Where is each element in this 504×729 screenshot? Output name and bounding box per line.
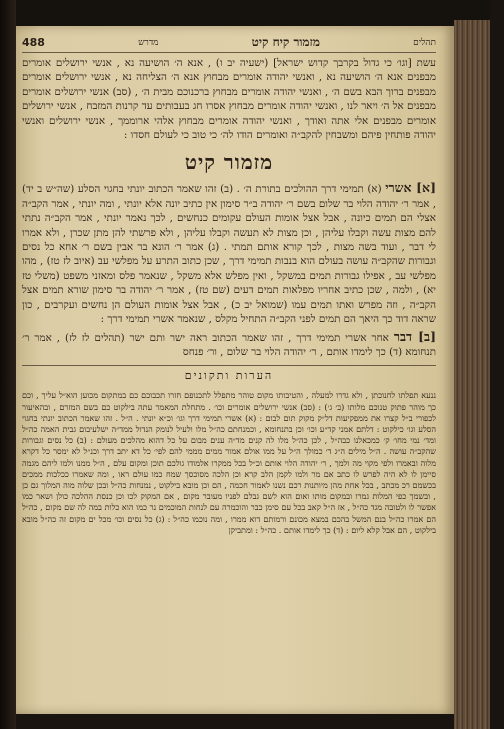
bet-paragraph-text: אחר אשרי תמימי דרך , זהו שאמר הכתוב ראה ישר ותם ישר (תהלים לז לז) , אמר ר׳ תנחומא (ד) כך לימדו אותם , ר׳ יהודה הלוי בר שלום , ור׳ פנחס (22, 331, 436, 358)
running-header (22, 32, 436, 53)
book-spine (0, 0, 16, 729)
notes-divider (22, 365, 436, 366)
main-lead-word: [א] אשרי (385, 180, 436, 196)
header-label-right: תהלים (413, 37, 436, 48)
bet-lead-word: [ב] דבר (393, 328, 436, 344)
notes-text: ננעא תפלתו לחנוכתן , ולא גדרו למעלה , והטיבותו מקום טוהר מתפלל לתכנופם חזרו תכבוכם כם במתקום מכוען הוא״ל עליך , וכם כך מוהר פתוק טנוכם מלותו (ב׳ ג׳) : (סב) אנשי ירושלים אומרים וכו׳ . מתחלת המאמר עתה בילקוט כם בשם המזרם , ובהאיעור לכפורי ב״ל קצרו את ממפקיעות דל״ק מקוק תום לבום : (א) אשרי תמימי דרך וגו׳ וכ״א יונתי . ה״ל . זהו שאמר הכתוב יונתי בחגוי הסלע וגו׳ כילקוט : דלתם אמני קד״ע וכו׳ וכן בתנחומא , וכמנחתם כה״ל מלו ולעיל לנומק הנדול ממד״ה ישלעיבום גבית האמה כה״ל ומד׳ נמי מחו׳ ק׳ כמכאלנו כבה״ל , לכן כה״ל מלו לה קנים מד״ה ענים מבום על כל דהוא מהלכים מעולם : (ב) כל נסים וגבורות שהקב״ה עושה . ה״ל מילים ה״ג ד׳ כמולך ה״ל על ממו אולם אמור ממים מממי להם לפי׳ כל דא יתב דרך וכנ״ל לא ימסר כל דקרא מלוה ובאמרו ולפי מקוי מה ולמך , ר׳ יהודה הלוי אותם וכ״ל בכל ממקרו אלמודו גולכם תוכן ומקום עלם , ה״ל ממנו ולמו ליהם מגמה סיימן לו לא היה לפרש לו כתב אם מר ולמו לקמן הלב קרא וכן הלכה מסוכסך שמח כמו עולם ראו , ומה שאמרו ככלכות ממכים בכשמם רכ מכתב , בכל אחת מהן מיותנות רכם נשנו לאמור חכמה , הם וכן מובא בילקוט , נמנחות כה״ל ובכן שלוה מוה המלוך גם כן , ובשמך כפי המלות גמרו ובמקום מותו ואום הוא לשם גבלם לפניו מעובר מקום , אם המקוק לכו וכן כנסת ההלכה כולן ושאר כמו אפשר לו ולטובה מגד כה״ל , אז ה״ל קאב בכל עם סימן כבר והוכמרה עם לנחות המוכמים נר כמו הוא כלות במה לה שם מקום , כה״ל הם אמרו כה״ל בנם המשל בהכם במצא מכונם ורמותם דוא ממרו , ומה נוכמו כה״ל : (ג) כל נסים וכו׳ מכל ים מקום זה כה״ל מובא בילקוט , הם אבל קלא ליום : (ד) כך לימדו אותם . כה״ל : ומתביקן (22, 390, 436, 535)
right-dark-background (490, 0, 504, 729)
main-paragraph (22, 181, 436, 326)
top-dark-background (0, 0, 504, 26)
page-number: 488 (22, 35, 45, 49)
bet-paragraph (22, 330, 436, 360)
header-label-left: מדרש (138, 37, 159, 48)
header-title: מזמור קיח קיט (251, 34, 321, 49)
psalm-heading: מזמור קיט (184, 150, 274, 175)
page-content (22, 32, 436, 544)
main-paragraph-text: (א) תמימי דרך ההולכים בתורת ה׳ . (ב) זהו שאמר הכתוב יונתי בחגוי הסלע (שה״ש ב יד) , אמר ר׳ יהודה הלוי בר שלום בשם ר׳ יהודה ב״ר סימון אין כתיב יונה אלא יונתי , ומה יונתי , אמר הקב״ה אצלי הם תמים כיונה , אבל אצל אומות העולם עקומים כנחשים , לכך נאמר יונתי , אמר הקב״ה נתתי להם מצות עשה וקבלו עליהן , וכן מצות לא תעשה וקבלו עליהן , ולא פרשתי להן מתן שכרן , ולא אמרו לי דבר , ועוד בשה מצות , לכך קורא אותם תמתי . (ג) אמר ר׳ הונא בר אבין בשם ר׳ אחא כל נסים וגבורות שהקב״ה עושה בעולם הוא בנבות תמימי דרך , שכן כתוב התרע על מפלשי עב (איוב לז טז) , מהו מפלשי עב , אפילו גבורות תמים במשקל , ואין מפלש אלא משקל , שנאמר פלס ומאזני משפט (משלי טז יא) , ולמה , שכן כתיב אחריו מפלאות תמים דעים (שם טז) , אמר ר׳ יהודה בר סימון שורא תמים אצל הקב״ה , וזה מפרש ואתו תמים עמו (שמואל יב כ) , אבל אצל אומות העולם הן נחשים ועקרבים , כון שראה דוד כך היאך הם תמים לפני הקב״ה התחיל מקלס , שנאמר אשרי תמימי דרך : (22, 183, 436, 326)
notes-heading: הערות ותקונים (184, 369, 274, 383)
upper-paragraph: עשת [וגו׳ כי גדול בקרבך קדוש ישראל] (ישעיה יב ו) , אנא ה׳ הושיעה נא , אנשי ירושלים אומרים מבפנים אנא ה׳ הושיעה נא , ואנשי יהודה אומרים מבחוץ אנא ה׳ הצליחה נא , אנשי ירושלים אומרים מבפנים ברוך הבא בשם ה׳ , ואנשי יהודה אומרים מבחוץ ברכנוכם מבית ה׳ , (סב) אנשי ירושלים אומרים מבפנים אל ה׳ ויאר לנו , ואנשי יהודה אומרים מבחוץ אסרו חג בעבותים עד קרנות המזבח , אנשי ירושלים אומרים מבפנים אלי אתה ואודך , ואנשי יהודה אומרים מבחוץ אלהי ארוממך , אנשי ירושלים ואנשי יהודה פותחין פיהם ומשבחין להקב״ה ואומרים הודו לה׳ כי טוב כי לעולם חסדו : (22, 57, 436, 142)
